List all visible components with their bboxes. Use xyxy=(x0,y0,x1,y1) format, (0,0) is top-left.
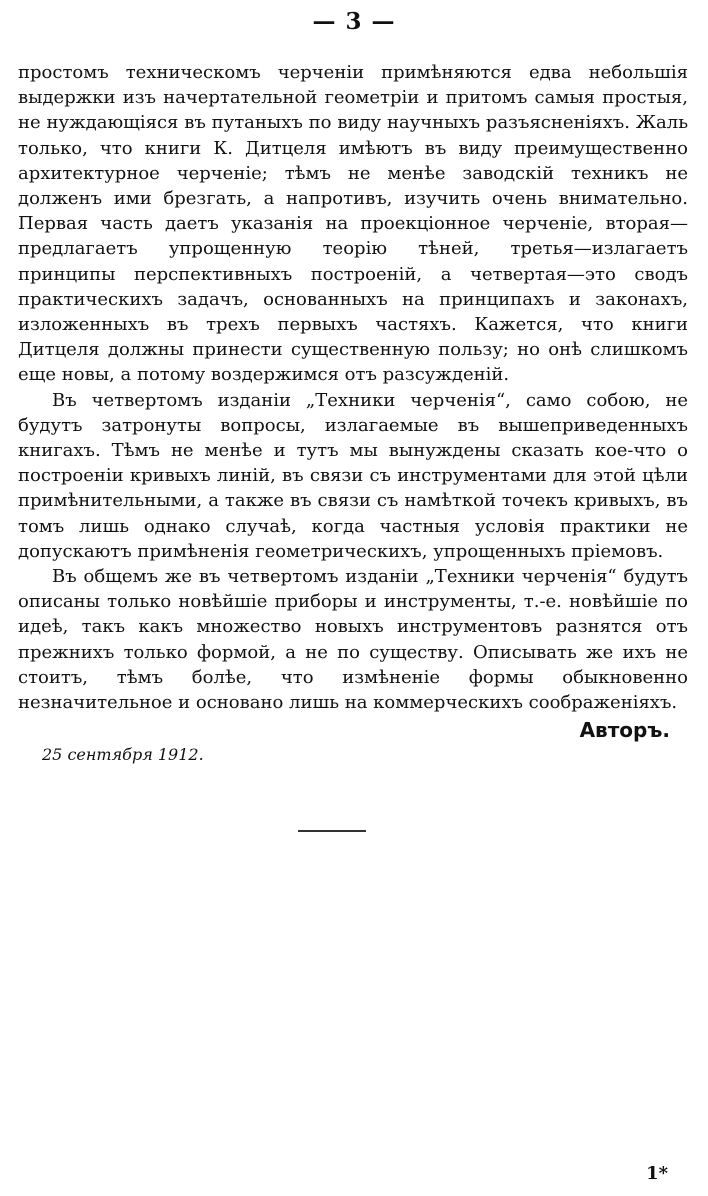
paragraph: Въ четвертомъ изданіи „Техники черченія“, само собою, не будутъ затронуты вопросы, излагаемые въ вышеприведенныхъ книгахъ. Тѣмъ не менѣе и тутъ мы вынуждены сказать кое-что о построеніи кривыхъ линій, въ связи съ инструментами для этой цѣли примѣнительными, а также въ связи съ намѣткой точекъ кривыхъ, въ томъ лишь однако случаѣ, когда частныя условія практики не допускаютъ примѣненія геометрическихъ, упрощенныхъ пріемовъ. xyxy=(18,389,688,562)
author-signature: Авторъ. xyxy=(579,718,670,742)
section-divider xyxy=(298,830,366,832)
paragraph-continuation: простомъ техническомъ черченіи примѣняются едва небольшія выдержки изъ начертательной геометріи и притомъ самыя простыя, не нуждающіяся въ путаныхъ по виду научныхъ разъясненіяхъ. Жаль только, что книги К. Дитцеля имѣютъ въ виду преимущественно архитектурное черченіе; тѣмъ не менѣе заводскій техникъ не долженъ ими брезгать, а напротивъ, изучить очень внимательно. Первая часть даетъ указанія на проекціонное черченіе, вторая—предлагаетъ упрощенную теорію тѣней, третья—излагаетъ принципы перспективныхъ построеній, а четвертая—это сводъ практическихъ задачъ, основанныхъ на принципахъ и законахъ, изложенныхъ въ трехъ первыхъ частяхъ. Кажется, что книги Дитцеля должны принести существенную пользу; но онѣ слишкомъ еще новы, а потому воздержимся отъ разсужденій. xyxy=(18,62,688,386)
paragraph: Въ общемъ же въ четвертомъ изданіи „Техники черченія“ будутъ описаны только новѣйшіе приборы и инструменты, т.-е. новѣйшіе по идеѣ, такъ какъ множество новыхъ инструментовъ разнятся отъ прежнихъ только формой, а не по существу. Описывать же ихъ не стоитъ, тѣмъ болѣе, что измѣненіе формы обыкновенно незначительное и основано лишь на коммерческихъ соображеніяхъ. xyxy=(18,566,688,714)
printer-signature-mark: 1* xyxy=(646,1163,668,1184)
page-number: — 3 — xyxy=(312,8,396,35)
body-text xyxy=(18,60,688,715)
date-line: 25 сентября 1912. xyxy=(42,745,204,764)
